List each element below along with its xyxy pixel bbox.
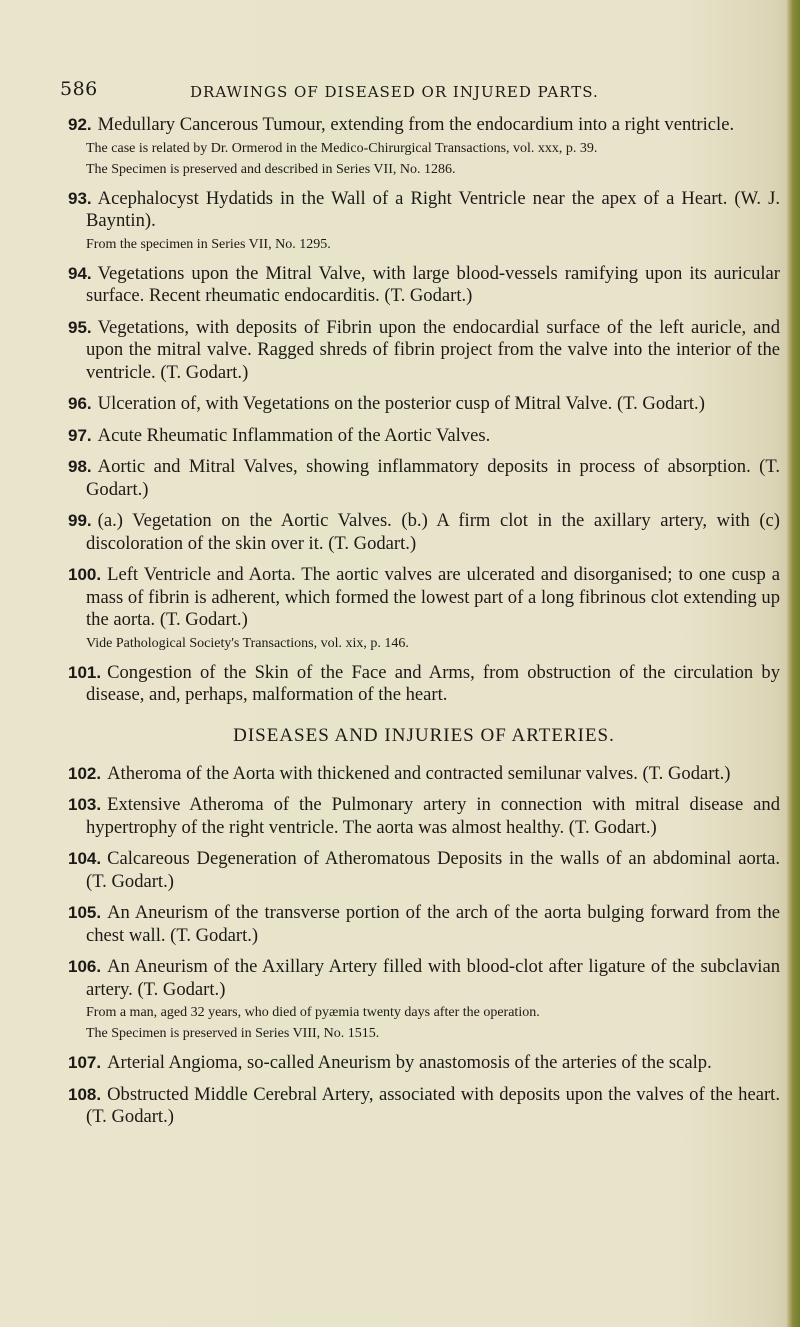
entry-note: From a man, aged 32 years, who died of pyæmia twenty days after the operation. <box>86 1005 540 1020</box>
entry-text: Aortic and Mitral Valves, showing inflammatory deposits in process of absorption. (T. Godart.) <box>86 456 780 500</box>
entry-description <box>68 510 780 555</box>
entry-text: An Aneurism of the Axillary Artery filled with blood-clot after ligature of the subclavian artery. (T. Godart.) <box>86 956 780 1000</box>
entries-part2 <box>68 763 780 1129</box>
entry-number: 100. <box>68 565 102 584</box>
section-title: DISEASES AND INJURIES OF ARTERIES. <box>233 724 615 746</box>
entry-number: 101. <box>68 662 102 682</box>
catalogue-entry <box>68 763 780 786</box>
entry-text: Arterial Angioma, so-called Aneurism by anastomosis of the arteries of the scalp. <box>107 1052 712 1073</box>
entry-description <box>68 848 780 893</box>
entry-text: Left Ventricle and Aorta. The aortic valves are ulcerated and disorganised; to one cusp a mass of fibrin is adherent, which formed the lowest part of a long fibrinous clot extending up the aorta. (T. Godart.) <box>86 564 780 630</box>
entry-description <box>68 188 780 233</box>
entry-number: 106. <box>68 957 102 976</box>
entry-text: Extensive Atheroma of the Pulmonary artery in connection with mitral disease and hypertrophy of the right ventricle. The aorta was almost healthy. (T. Godart.) <box>86 794 780 838</box>
entry-text: Congestion of the Skin of the Face and Arms, from obstruction of the circulation by disease, and, perhaps, malformation of the heart. <box>86 661 780 705</box>
entry-text: Vegetations, with deposits of Fibrin upon the endocardial surface of the left auricle, and upon the mitral valve. Ragged shreds of fibrin project from the valve into the interior of the ventricle. (T. Godart.) <box>86 316 780 383</box>
page-header <box>60 78 780 106</box>
entry-note: The case is related by Dr. Ormerod in the Medico-Chirurgical Transactions, vol. xxx, p. 39. <box>86 140 598 156</box>
catalogue-entry <box>68 1052 780 1075</box>
catalogue-entry <box>68 456 780 501</box>
page-content <box>68 114 780 1138</box>
entry-number: 108. <box>68 1084 102 1104</box>
entry-description <box>68 425 780 448</box>
entry-text: Medullary Cancerous Tumour, extending from the endocardium into a right ventricle. <box>97 114 735 135</box>
entry-description <box>68 956 780 1001</box>
entry-text: Ulceration of, with Vegetations on the posterior cusp of Mitral Valve. (T. Godart.) <box>97 393 705 414</box>
entry-text: Acephalocyst Hydatids in the Wall of a Right Ventricle near the apex of a Heart. (W. J. Bayntin). <box>86 187 780 231</box>
entry-description <box>68 902 780 947</box>
entry-text: Vegetations upon the Mitral Valve, with large blood-vessels ramifying upon its auricular surface. Recent rheumatic endocarditis. (T. Godart.) <box>86 262 780 306</box>
entry-number: 92. <box>68 115 92 134</box>
catalogue-entry <box>68 114 780 179</box>
entry-description <box>68 1084 780 1129</box>
entry-number: 99. <box>68 511 92 530</box>
entry-number: 107. <box>68 1053 102 1072</box>
page-edge <box>786 0 800 1327</box>
entry-note: The Specimen is preserved in Series VIII, No. 1515. <box>86 1026 380 1041</box>
entry-text: (a.) Vegetation on the Aortic Valves. (b.) A firm clot in the axillary artery, with (c) discoloration of the skin over it. (T. Godart.) <box>86 510 780 554</box>
entry-text: Atheroma of the Aorta with thickened and contracted semilunar valves. (T. Godart.) <box>107 762 731 784</box>
entry-description <box>68 794 780 839</box>
entry-number: 103. <box>68 795 102 814</box>
entry-number: 104. <box>68 849 102 868</box>
catalogue-entry <box>68 956 780 1043</box>
entry-text: Calcareous Degeneration of Atheromatous Deposits in the walls of an abdominal aorta. (T. Godart.) <box>86 848 780 892</box>
entry-number: 93. <box>68 188 92 208</box>
catalogue-entry <box>68 794 780 839</box>
entry-number: 102. <box>68 763 102 783</box>
entry-description <box>68 393 780 416</box>
catalogue-entry <box>68 564 780 653</box>
entry-text: An Aneurism of the transverse portion of the arch of the aorta bulging forward from the chest wall. (T. Godart.) <box>86 902 780 946</box>
catalogue-entry <box>68 510 780 555</box>
entry-description <box>68 114 780 137</box>
catalogue-entry <box>68 902 780 947</box>
entry-number: 97. <box>68 425 92 445</box>
catalogue-entry <box>68 188 780 254</box>
entry-description <box>68 1052 780 1075</box>
entry-note: From the specimen in Series VII, No. 1295. <box>86 236 331 252</box>
catalogue-entry <box>68 662 780 707</box>
entry-description <box>68 263 780 308</box>
entry-number: 105. <box>68 903 102 922</box>
catalogue-entry <box>68 848 780 893</box>
entry-description <box>68 564 780 632</box>
entry-text: Obstructed Middle Cerebral Artery, associated with deposits upon the valves of the heart. (T. Godart.) <box>86 1083 780 1127</box>
catalogue-entry <box>68 263 780 308</box>
catalogue-entry <box>68 393 780 416</box>
entry-text: Acute Rheumatic Inflammation of the Aortic Valves. <box>97 424 491 446</box>
running-head: DRAWINGS OF DISEASED OR INJURED PARTS. <box>190 83 599 101</box>
entry-number: 94. <box>68 263 92 283</box>
entry-description <box>68 662 780 707</box>
entry-description <box>68 456 780 501</box>
entries-part1 <box>68 114 780 707</box>
entry-number: 96. <box>68 394 92 413</box>
entry-description <box>68 317 780 385</box>
page-number: 586 <box>60 78 98 100</box>
entry-note: The Specimen is preserved and described in Series VII, No. 1286. <box>86 161 456 177</box>
entry-note: Vide Pathological Society's Transactions, vol. xix, p. 146. <box>86 635 409 651</box>
entry-number: 98. <box>68 457 92 476</box>
entry-description <box>68 763 780 786</box>
catalogue-entry <box>68 317 780 385</box>
catalogue-entry <box>68 1084 780 1129</box>
entry-number: 95. <box>68 317 92 337</box>
catalogue-entry <box>68 425 780 448</box>
